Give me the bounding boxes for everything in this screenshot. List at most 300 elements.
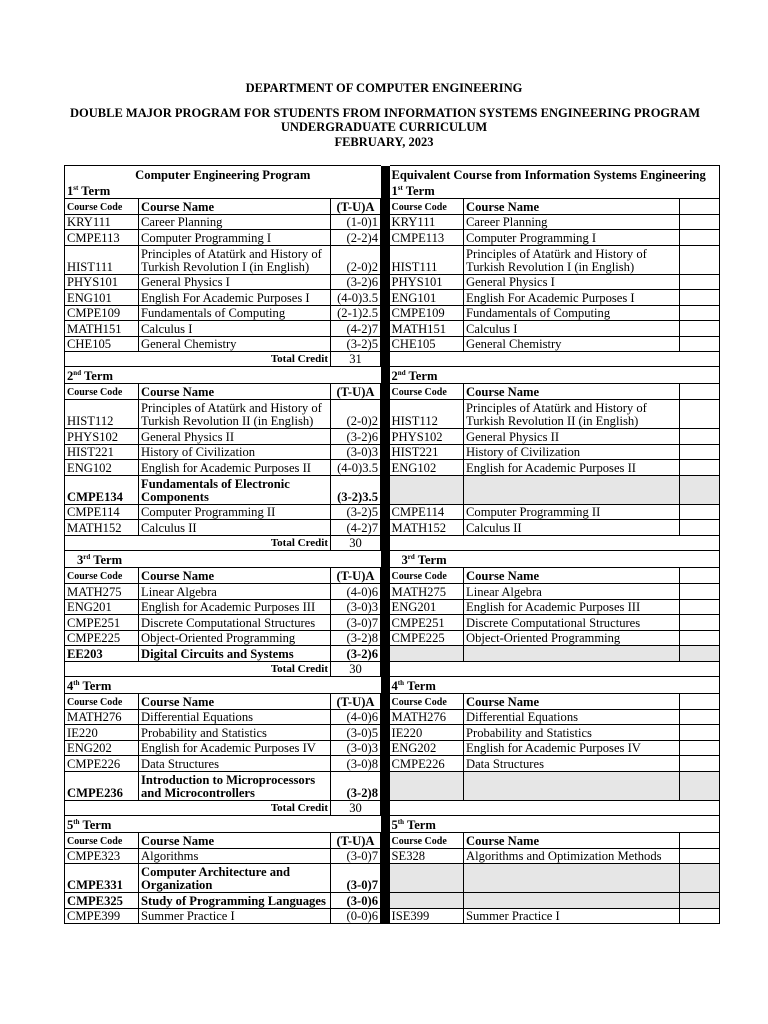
course-credit: (3-2)5 — [331, 504, 381, 520]
course-name: Principles of Atatürk and History of Turkish Revolution II (in English) — [139, 400, 331, 429]
col-name-header: Course Name — [139, 832, 331, 848]
eq-empty-cell — [680, 908, 720, 924]
term-suffix: th — [397, 817, 405, 826]
course-credit: (4-0)3.5 — [331, 460, 381, 476]
table-row — [65, 756, 720, 772]
term-label — [65, 676, 381, 693]
eq-term-label — [390, 676, 720, 693]
table-row — [65, 274, 720, 290]
column-separator — [381, 676, 390, 693]
term-suffix: th — [73, 678, 80, 687]
column-separator — [381, 198, 390, 214]
eq-empty-cell — [680, 400, 720, 429]
table-row — [65, 429, 720, 445]
term-word: Term — [417, 553, 447, 568]
col-name-header: Course Name — [139, 568, 331, 584]
course-name: General Physics I — [139, 274, 331, 290]
course-code: HIST221 — [65, 444, 139, 460]
course-credit: (4-0)6 — [331, 709, 381, 725]
eq-course-name: History of Civilization — [464, 444, 680, 460]
course-code: MATH275 — [65, 584, 139, 600]
term-number: 2 — [391, 369, 398, 384]
eq-course-name — [464, 646, 680, 662]
course-credit: (3-0)7 — [331, 615, 381, 631]
total-credit-label: Total Credit — [65, 661, 331, 676]
eq-course-name: Differential Equations — [464, 709, 680, 725]
eq-empty-cell — [680, 599, 720, 615]
eq-course-code: ENG202 — [390, 740, 464, 756]
eq-course-name: Linear Algebra — [464, 584, 680, 600]
col-code-header: Course Code — [65, 568, 139, 584]
column-header-row — [65, 832, 720, 848]
term-suffix: st — [73, 183, 79, 192]
column-separator — [381, 848, 390, 864]
course-name: English for Academic Purposes II — [139, 460, 331, 476]
eq-empty-cell — [680, 646, 720, 662]
table-row — [65, 740, 720, 756]
col-code-header: Course Code — [65, 693, 139, 709]
course-name: Computer Programming II — [139, 504, 331, 520]
term-number: 3 — [77, 553, 84, 568]
course-credit: (3-2)8 — [331, 630, 381, 646]
eq-course-code: ENG102 — [390, 460, 464, 476]
course-code: ENG101 — [65, 290, 139, 306]
column-separator — [381, 274, 390, 290]
eq-col-name-header: Course Name — [464, 384, 680, 400]
col-credit-header: (T-U)A — [331, 384, 381, 400]
column-separator — [381, 460, 390, 476]
column-separator — [381, 815, 390, 832]
table-row — [65, 230, 720, 246]
term-suffix: nd — [397, 369, 406, 378]
column-separator — [381, 832, 390, 848]
column-separator — [381, 182, 390, 199]
table-row — [65, 475, 720, 504]
eq-empty-cell — [680, 245, 720, 274]
eq-course-name — [464, 771, 680, 800]
term-word: Term — [408, 369, 438, 384]
course-credit: (3-2)5 — [331, 336, 381, 352]
course-name: Computer Architecture and Organization — [139, 864, 331, 893]
table-row — [65, 771, 720, 800]
term-number: 3 — [401, 553, 408, 568]
column-separator — [381, 599, 390, 615]
course-code: CMPE236 — [65, 771, 139, 800]
eq-empty-cell — [680, 230, 720, 246]
course-credit: (1-0)1 — [331, 214, 381, 230]
eq-course-name: General Physics II — [464, 429, 680, 445]
course-code: CMPE226 — [65, 756, 139, 772]
column-separator — [381, 568, 390, 584]
column-separator — [381, 800, 390, 815]
col-name-header: Course Name — [139, 384, 331, 400]
eq-col-code-header: Course Code — [390, 384, 464, 400]
eq-col-code-header: Course Code — [390, 568, 464, 584]
eq-col-name-header: Course Name — [464, 568, 680, 584]
course-name: Introduction to Microprocessors and Microcontrollers — [139, 771, 331, 800]
col-credit-header: (T-U)A — [331, 693, 381, 709]
eq-course-name: Fundamentals of Computing — [464, 305, 680, 321]
eq-col-code-header: Course Code — [390, 693, 464, 709]
eq-empty-cell — [680, 893, 720, 909]
column-separator — [381, 504, 390, 520]
eq-empty-cell — [680, 305, 720, 321]
eq-col-empty-header — [680, 568, 720, 584]
table-row — [65, 504, 720, 520]
course-code: PHYS102 — [65, 429, 139, 445]
table-row — [65, 908, 720, 924]
table-row — [65, 444, 720, 460]
eq-course-code: IE220 — [390, 725, 464, 741]
course-code: PHYS101 — [65, 274, 139, 290]
course-credit: (3-2)6 — [331, 274, 381, 290]
eq-course-code: PHYS102 — [390, 429, 464, 445]
term-row — [65, 182, 720, 199]
course-credit: (3-2)8 — [331, 771, 381, 800]
column-separator — [381, 756, 390, 772]
course-credit: (3-2)3.5 — [331, 475, 381, 504]
term-number: 1 — [391, 183, 398, 198]
course-code: CHE105 — [65, 336, 139, 352]
column-separator — [381, 771, 390, 800]
eq-course-code: CMPE113 — [390, 230, 464, 246]
curriculum-table — [64, 165, 720, 924]
term-row — [65, 676, 720, 693]
column-separator — [381, 245, 390, 274]
course-code: ENG102 — [65, 460, 139, 476]
term-word: Term — [406, 817, 436, 832]
term-suffix: st — [397, 183, 403, 192]
total-credit-value: 30 — [331, 661, 381, 676]
eq-course-code: ISE399 — [390, 908, 464, 924]
program-header-row — [65, 166, 720, 182]
eq-course-name: English for Academic Purposes IV — [464, 740, 680, 756]
col-name-header: Course Name — [139, 198, 331, 214]
eq-empty-cell — [680, 584, 720, 600]
course-name: Computer Programming I — [139, 230, 331, 246]
total-eq-empty — [390, 661, 720, 676]
eq-empty-cell — [680, 321, 720, 337]
course-code: CMPE134 — [65, 475, 139, 504]
table-row — [65, 893, 720, 909]
eq-course-name: Calculus II — [464, 520, 680, 536]
term-word: Term — [82, 678, 112, 693]
course-name: History of Civilization — [139, 444, 331, 460]
column-separator — [381, 709, 390, 725]
eq-course-name: Probability and Statistics — [464, 725, 680, 741]
course-credit: (0-0)6 — [331, 908, 381, 924]
eq-col-name-header: Course Name — [464, 832, 680, 848]
col-name-header: Course Name — [139, 693, 331, 709]
course-credit: (3-0)3 — [331, 599, 381, 615]
eq-course-code: MATH151 — [390, 321, 464, 337]
eq-col-code-header: Course Code — [390, 198, 464, 214]
eq-empty-cell — [680, 290, 720, 306]
curriculum-table-wrapper — [64, 165, 768, 955]
term-suffix: th — [73, 817, 80, 826]
eq-course-code: CMPE225 — [390, 630, 464, 646]
eq-col-empty-header — [680, 832, 720, 848]
column-separator — [381, 646, 390, 662]
table-row — [65, 245, 720, 274]
table-row — [65, 336, 720, 352]
total-credit-value: 31 — [331, 352, 381, 367]
eq-course-name: Summer Practice I — [464, 908, 680, 924]
course-code: CMPE114 — [65, 504, 139, 520]
course-code: MATH151 — [65, 321, 139, 337]
table-row — [65, 214, 720, 230]
course-credit: (3-0)8 — [331, 756, 381, 772]
total-row — [65, 352, 720, 367]
course-name: Differential Equations — [139, 709, 331, 725]
course-name: General Chemistry — [139, 336, 331, 352]
eq-term-label — [390, 550, 720, 567]
eq-course-name: Object-Oriented Programming — [464, 630, 680, 646]
table-row — [65, 646, 720, 662]
eq-empty-cell — [680, 771, 720, 800]
course-name: Summer Practice I — [139, 908, 331, 924]
eq-course-code: HIST111 — [390, 245, 464, 274]
eq-course-name — [464, 475, 680, 504]
course-code: HIST111 — [65, 245, 139, 274]
curriculum-title: UNDERGRADUATE CURRICULUM — [280, 120, 488, 134]
right-program-title: Equivalent Course from Information Systems Engineering — [390, 166, 720, 182]
table-row — [65, 725, 720, 741]
eq-course-code: ENG201 — [390, 599, 464, 615]
table-row — [65, 400, 720, 429]
eq-course-code: ENG101 — [390, 290, 464, 306]
column-separator — [381, 321, 390, 337]
course-credit: (3-0)3 — [331, 740, 381, 756]
column-separator — [381, 475, 390, 504]
course-code: CMPE399 — [65, 908, 139, 924]
eq-col-empty-header — [680, 198, 720, 214]
course-credit: (3-0)7 — [331, 864, 381, 893]
eq-empty-cell — [680, 475, 720, 504]
eq-col-code-header: Course Code — [390, 832, 464, 848]
eq-col-empty-header — [680, 384, 720, 400]
term-suffix: rd — [83, 552, 91, 561]
eq-empty-cell — [680, 864, 720, 893]
eq-course-name: English for Academic Purposes II — [464, 460, 680, 476]
eq-empty-cell — [680, 630, 720, 646]
total-eq-empty — [390, 352, 720, 367]
total-credit-label: Total Credit — [65, 352, 331, 367]
table-row — [65, 864, 720, 893]
total-credit-label: Total Credit — [65, 800, 331, 815]
eq-empty-cell — [680, 740, 720, 756]
eq-empty-cell — [680, 848, 720, 864]
eq-course-code: HIST221 — [390, 444, 464, 460]
table-row — [65, 305, 720, 321]
course-credit: (3-2)6 — [331, 429, 381, 445]
term-word: Term — [81, 183, 111, 198]
course-credit: (3-0)6 — [331, 893, 381, 909]
column-header-row — [65, 384, 720, 400]
eq-course-code: CHE105 — [390, 336, 464, 352]
column-separator — [381, 429, 390, 445]
eq-course-code: MATH275 — [390, 584, 464, 600]
course-name: Data Structures — [139, 756, 331, 772]
eq-course-name: Career Planning — [464, 214, 680, 230]
term-label — [65, 815, 381, 832]
column-separator — [381, 520, 390, 536]
course-code: CMPE251 — [65, 615, 139, 631]
course-credit: (4-2)7 — [331, 520, 381, 536]
term-row — [65, 550, 720, 567]
eq-term-label — [390, 815, 720, 832]
eq-course-code: CMPE251 — [390, 615, 464, 631]
table-row — [65, 615, 720, 631]
eq-course-name: Discrete Computational Structures — [464, 615, 680, 631]
term-label — [65, 550, 381, 567]
eq-empty-cell — [680, 336, 720, 352]
eq-course-code: MATH276 — [390, 709, 464, 725]
course-credit: (3-0)7 — [331, 848, 381, 864]
col-credit-header: (T-U)A — [331, 198, 381, 214]
table-row — [65, 584, 720, 600]
total-row — [65, 800, 720, 815]
eq-course-code: SE328 — [390, 848, 464, 864]
eq-course-code — [390, 771, 464, 800]
eq-course-code — [390, 475, 464, 504]
course-name: General Physics II — [139, 429, 331, 445]
course-code: KRY111 — [65, 214, 139, 230]
term-number: 5 — [67, 817, 74, 832]
term-word: Term — [406, 678, 436, 693]
column-separator — [381, 550, 390, 567]
column-header-row — [65, 568, 720, 584]
course-code: IE220 — [65, 725, 139, 741]
col-code-header: Course Code — [65, 832, 139, 848]
course-credit: (3-0)3 — [331, 444, 381, 460]
department-title: DEPARTMENT OF COMPUTER ENGINEERING — [245, 81, 523, 95]
eq-empty-cell — [680, 274, 720, 290]
course-credit: (3-0)5 — [331, 725, 381, 741]
term-suffix: th — [397, 678, 405, 687]
eq-course-code — [390, 864, 464, 893]
course-code: ENG202 — [65, 740, 139, 756]
eq-course-name: Computer Programming I — [464, 230, 680, 246]
column-header-row — [65, 693, 720, 709]
eq-empty-cell — [680, 615, 720, 631]
eq-col-name-header: Course Name — [464, 693, 680, 709]
table-row — [65, 460, 720, 476]
column-separator — [381, 214, 390, 230]
total-credit-value: 30 — [331, 535, 381, 550]
course-code: CMPE325 — [65, 893, 139, 909]
eq-col-name-header: Course Name — [464, 198, 680, 214]
term-number: 4 — [391, 678, 398, 693]
course-credit: (2-0)2 — [331, 245, 381, 274]
term-number: 2 — [67, 369, 74, 384]
eq-course-code: HIST112 — [390, 400, 464, 429]
course-credit: (3-2)6 — [331, 646, 381, 662]
column-separator — [381, 661, 390, 676]
eq-course-name — [464, 864, 680, 893]
column-separator — [381, 584, 390, 600]
table-row — [65, 321, 720, 337]
term-word: Term — [405, 183, 435, 198]
term-suffix: rd — [407, 552, 415, 561]
column-separator — [381, 725, 390, 741]
total-credit-label: Total Credit — [65, 535, 331, 550]
eq-col-empty-header — [680, 693, 720, 709]
course-credit: (2-0)2 — [331, 400, 381, 429]
col-code-header: Course Code — [65, 198, 139, 214]
eq-course-code: CMPE114 — [390, 504, 464, 520]
column-separator — [381, 384, 390, 400]
course-name: English for Academic Purposes IV — [139, 740, 331, 756]
course-credit: (4-0)6 — [331, 584, 381, 600]
eq-term-label — [390, 182, 720, 199]
term-word: Term — [93, 553, 123, 568]
eq-course-name: Algorithms and Optimization Methods — [464, 848, 680, 864]
total-row — [65, 661, 720, 676]
term-number: 5 — [391, 817, 398, 832]
date-title: FEBRUARY, 2023 — [334, 135, 434, 149]
eq-empty-cell — [680, 520, 720, 536]
column-separator — [381, 893, 390, 909]
course-name: English For Academic Purposes I — [139, 290, 331, 306]
term-suffix: nd — [73, 369, 82, 378]
eq-course-code: CMPE109 — [390, 305, 464, 321]
eq-course-name: General Chemistry — [464, 336, 680, 352]
eq-empty-cell — [680, 504, 720, 520]
course-credit: (4-2)7 — [331, 321, 381, 337]
column-separator — [381, 740, 390, 756]
eq-empty-cell — [680, 460, 720, 476]
course-name: Career Planning — [139, 214, 331, 230]
eq-course-name: Principles of Atatürk and History of Turkish Revolution I (in English) — [464, 245, 680, 274]
course-code: CMPE225 — [65, 630, 139, 646]
course-name: English for Academic Purposes III — [139, 599, 331, 615]
course-code: HIST112 — [65, 400, 139, 429]
course-code: ENG201 — [65, 599, 139, 615]
column-separator — [381, 290, 390, 306]
eq-course-code: PHYS101 — [390, 274, 464, 290]
eq-term-label — [390, 367, 720, 384]
course-code: MATH152 — [65, 520, 139, 536]
eq-empty-cell — [680, 756, 720, 772]
column-separator — [381, 305, 390, 321]
column-separator — [381, 693, 390, 709]
col-code-header: Course Code — [65, 384, 139, 400]
eq-course-name — [464, 893, 680, 909]
column-separator — [381, 864, 390, 893]
total-eq-empty — [390, 800, 720, 815]
course-name: Principles of Atatürk and History of Turkish Revolution I (in English) — [139, 245, 331, 274]
term-word: Term — [84, 369, 113, 384]
course-name: Calculus I — [139, 321, 331, 337]
term-word: Term — [82, 817, 112, 832]
eq-course-name: Computer Programming II — [464, 504, 680, 520]
table-row — [65, 848, 720, 864]
eq-course-name: General Physics I — [464, 274, 680, 290]
term-row — [65, 815, 720, 832]
course-name: Object-Oriented Programming — [139, 630, 331, 646]
term-number: 1 — [67, 183, 74, 198]
column-separator — [381, 615, 390, 631]
course-code: CMPE323 — [65, 848, 139, 864]
term-number: 4 — [67, 678, 74, 693]
course-name: Algorithms — [139, 848, 331, 864]
course-code: MATH276 — [65, 709, 139, 725]
eq-course-code — [390, 893, 464, 909]
course-name: Discrete Computational Structures — [139, 615, 331, 631]
course-credit: (4-0)3.5 — [331, 290, 381, 306]
course-name: Linear Algebra — [139, 584, 331, 600]
